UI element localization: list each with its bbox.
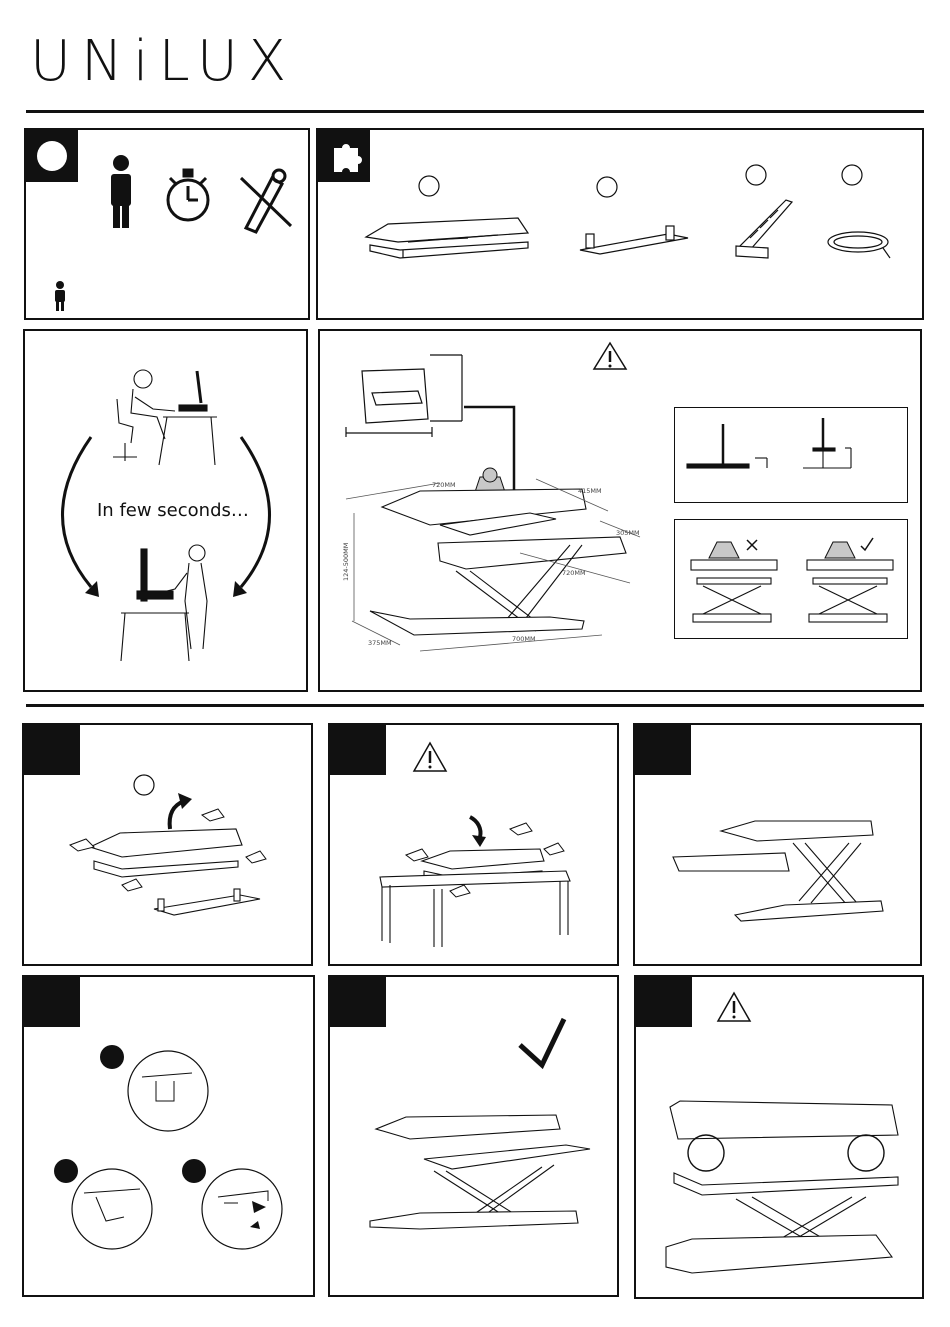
dim-top-width: 720MM xyxy=(432,481,456,489)
dim-tray-width: 720MM xyxy=(562,569,586,577)
dim-tray-depth: 305MM xyxy=(616,529,640,537)
standing-user-illustration xyxy=(121,545,207,661)
warning-icon xyxy=(414,743,446,771)
section-rule xyxy=(26,704,924,707)
dim-base-depth: 375MM xyxy=(368,639,392,647)
latch-callouts xyxy=(688,1135,884,1171)
parts-panel xyxy=(316,128,924,320)
step-4-panel xyxy=(22,975,315,1297)
step-6-drawing xyxy=(666,1101,898,1273)
check-mark-icon xyxy=(520,1019,564,1065)
detail-view-c xyxy=(202,1169,282,1249)
step-1-drawing xyxy=(90,829,260,915)
detail-views xyxy=(72,1051,282,1249)
lift-arrow-icon xyxy=(170,793,192,829)
dim-base-width: 700MM xyxy=(512,635,536,643)
part-marker-1 xyxy=(134,775,154,795)
spiral-wrap-icon xyxy=(828,232,890,258)
step-5-panel xyxy=(328,975,619,1297)
dimensions-panel xyxy=(318,329,922,692)
step-5-drawing xyxy=(370,1115,590,1229)
riser-dimension-drawing xyxy=(370,489,626,635)
step-3-drawing xyxy=(673,821,883,921)
part-marker-1 xyxy=(419,176,439,196)
warning-icon xyxy=(718,993,750,1021)
small-person-icon xyxy=(50,280,70,312)
step-1-panel xyxy=(22,723,313,966)
logo-text: UNiLUX xyxy=(30,30,297,90)
height-inset xyxy=(674,407,908,503)
no-tools-icon xyxy=(241,170,291,232)
part-marker-2 xyxy=(597,177,617,197)
stopwatch-icon xyxy=(168,170,208,220)
warning-icon xyxy=(594,343,626,369)
monitor-outline-icon xyxy=(346,355,462,437)
info-tab xyxy=(26,130,78,182)
sitting-user-illustration xyxy=(113,370,217,465)
cable-organizer-icon xyxy=(736,200,792,258)
keyboard-tray-icon xyxy=(580,226,688,254)
load-position-inset xyxy=(674,519,908,639)
detail-view-a xyxy=(128,1051,208,1131)
dim-top-depth: 415MM xyxy=(578,487,602,495)
detail-view-b xyxy=(72,1169,152,1249)
desk-riser-icon xyxy=(366,218,528,258)
requirements-panel xyxy=(24,128,310,320)
step-3-panel xyxy=(633,723,922,966)
sit-stand-panel xyxy=(23,329,308,692)
part-marker-4 xyxy=(842,165,862,185)
person-icon xyxy=(111,155,131,228)
requirements-icons xyxy=(96,148,306,298)
step-2-drawing xyxy=(380,849,570,947)
dim-height-range: 124-500MM xyxy=(342,542,350,581)
overview-caption: In few seconds… xyxy=(97,500,249,521)
lower-arrow-icon xyxy=(470,817,486,847)
step-2-panel xyxy=(328,723,619,966)
brand-logo xyxy=(30,30,350,90)
right-mark-icon xyxy=(861,538,873,550)
part-marker-3 xyxy=(746,165,766,185)
step-6-panel xyxy=(634,975,924,1299)
header-rule xyxy=(26,110,924,113)
